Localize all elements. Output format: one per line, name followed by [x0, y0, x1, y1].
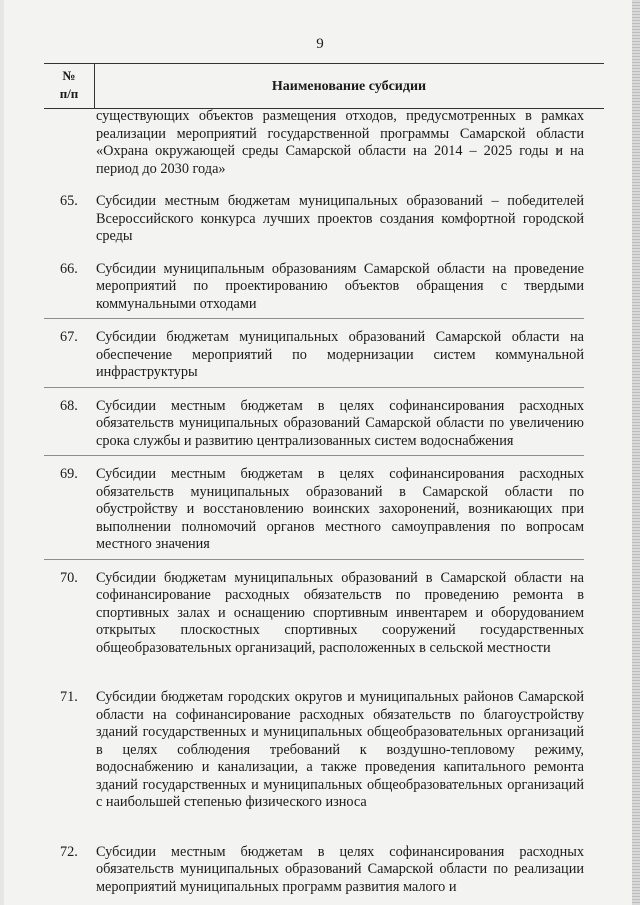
item-number: 65.	[60, 193, 78, 209]
number-sign: №	[62, 68, 76, 83]
item-text: Субсидии местным бюджетам в целях софинансирования расходных обязательств муниципальных образований Самарской области по увеличению срока службы и развитию централизованных систем водоснабжения	[96, 397, 584, 449]
item-text: Субсидии бюджетам муниципальных образований в Самарской области на софинансирование расходных обязательств по проведению ремонта в спортивных залах и оснащению спортивным инвентарем и оборудованием открытых плоскостных спортивных сооружений государственных общеобразовательных организаций, расположенных в сельской местности	[96, 569, 584, 656]
item-text: Субсидии муниципальным образованиям Самарской области на проведение мероприятий по проектированию объектов обращения с твердыми коммунальными отходами	[96, 260, 584, 312]
item-number: 69.	[60, 466, 78, 482]
item-text: Субсидии местным бюджетам в целях софинансирования расходных обязательств муниципальных образований Самарской области по реализации мероприятий муниципальных программ развития малого и	[96, 843, 584, 895]
row-separator	[44, 455, 584, 456]
list-item	[60, 570, 584, 658]
subsidy-list	[60, 108, 584, 896]
item-number: 70.	[60, 569, 78, 586]
item-text: Субсидии местным бюджетам в целях софинансирования расходных обязательств муниципальных образований в Самарской области по обустройству и восстановлению воинских захоронений, возникающих при выполнении полномочий органов местного самоуправления по вопросам местного значения	[96, 466, 584, 552]
column-title-header: Наименование субсидии	[271, 79, 427, 94]
item-number: 67.	[60, 329, 78, 345]
list-item	[60, 844, 584, 897]
table-header	[44, 63, 604, 109]
continuation-text: существующих объектов размещения отходов, предусмотренных в рамках реализации мероприятий государственной программы Самарской области «Охрана окружающей среды Самарской области на 2014 – 2025 годы и на период до 2030 года»	[96, 108, 584, 177]
list-item	[60, 329, 584, 382]
item-text: Субсидии бюджетам городских округов и муниципальных районов Самарской области на софинансирование расходных обязательств по благоустройству зданий государственных и муниципальных общеобразовательных организаций в целях соблюдения требований к воздушно-тепловому режиму, водоснабжению и канализации, а также проведения капитального ремонта зданий государственных и муниципальных общеобразовательных организаций с наибольшей степенью физического износа	[96, 689, 584, 810]
scan-left-edge	[0, 0, 4, 905]
list-item	[60, 193, 584, 246]
page-number: 9	[316, 36, 324, 52]
item-number: 71.	[60, 689, 78, 705]
item-number: 68.	[60, 397, 78, 414]
list-item	[60, 689, 584, 812]
item-number: 72.	[60, 843, 78, 860]
list-item	[60, 398, 584, 451]
list-item	[60, 466, 584, 554]
column-number-header	[44, 67, 94, 103]
scan-right-edge	[632, 0, 640, 905]
list-item	[60, 261, 584, 314]
item-text: Субсидии местным бюджетам муниципальных образований – победителей Всероссийского конкурса лучших проектов создания комфортной городской среды	[96, 193, 584, 244]
row-separator	[44, 559, 584, 560]
number-abbrev: п/п	[59, 86, 79, 101]
item-number: 66.	[60, 260, 78, 277]
row-separator	[44, 387, 584, 388]
row-separator	[44, 318, 584, 319]
item-text: Субсидии бюджетам муниципальных образований Самарской области на обеспечение мероприятий по модернизации систем коммунальной инфраструктуры	[96, 329, 584, 380]
